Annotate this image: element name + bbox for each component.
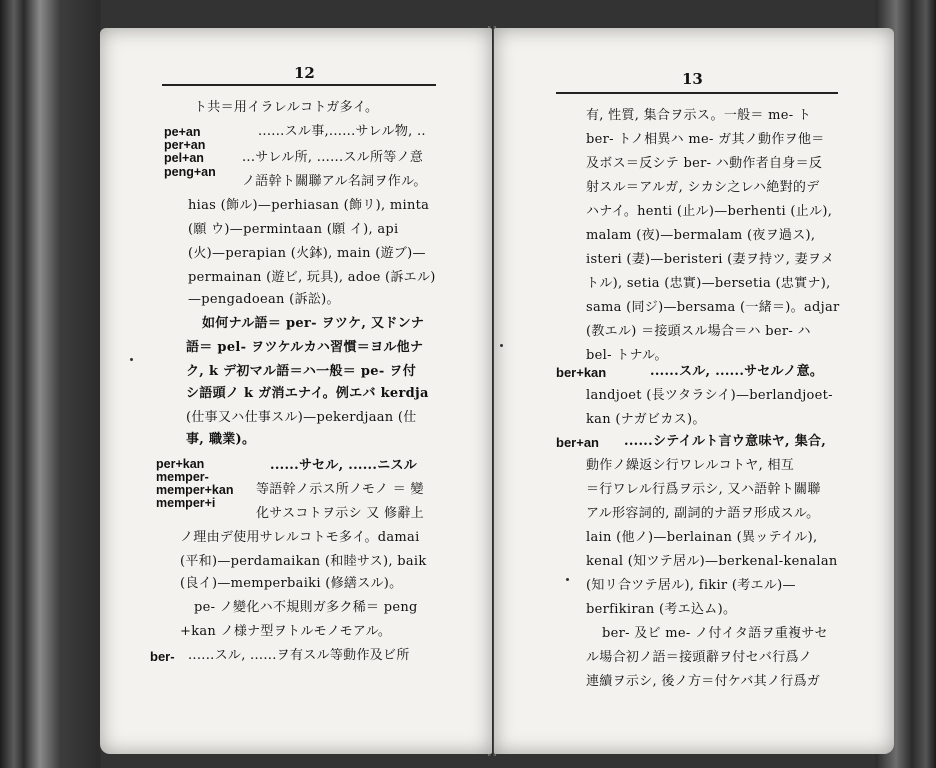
text-line: ノ語幹ト關聯アル名詞ヲ作ル。 bbox=[242, 174, 427, 189]
text-line: ハナイ。henti (止ル)—berhenti (止ル), bbox=[586, 204, 833, 219]
text-line: malam (夜)—bermalam (夜ヲ過ス), bbox=[586, 228, 816, 243]
page-number-left: 12 bbox=[294, 64, 315, 82]
headword: pe+an bbox=[164, 125, 201, 139]
headword: per+an bbox=[164, 138, 206, 152]
text-line: (仕事又ハ仕事スル)—pekerdjaan (仕 bbox=[186, 410, 417, 425]
text-line: シ語頭ノ k ガ消エナイ。例エバ kerdja bbox=[186, 386, 429, 401]
right-page bbox=[494, 28, 894, 754]
text-line: 化サスコトヲ示シ 又 修辭上 bbox=[256, 506, 424, 521]
text-line: ク, k デ初マル語＝ハ一般＝ pe- ヲ付 bbox=[186, 364, 416, 379]
headword: ber+an bbox=[556, 435, 599, 450]
text-line: (良イ)—memperbaiki (修繕スル)。 bbox=[180, 576, 403, 591]
text-line: kenal (知ツテ居ル)—berkenal-kenalan bbox=[586, 554, 838, 569]
text-line: ......スル, ......サセルノ意。 bbox=[650, 364, 824, 379]
text-line: isteri (妻)—beristeri (妻ヲ持ツ, 妻ヲメ bbox=[586, 252, 835, 267]
text-line: landjoet (長ツタラシイ)—berlandjoet- bbox=[586, 388, 833, 403]
text-line: (平和)—perdamaikan (和睦サス), baik bbox=[180, 554, 427, 569]
text-line: ber- トノ相異ハ me- ガ其ノ動作ヲ他＝ bbox=[586, 132, 825, 147]
text-line: (火)—perapian (火鉢), main (遊ブ)— bbox=[188, 246, 426, 261]
text-line: ...サレル所, ......スル所等ノ意 bbox=[242, 150, 424, 165]
text-line: ......サセル, ......ニスル bbox=[270, 458, 418, 473]
text-line: ber- 及ビ me- ノ付イタ語ヲ重複サセ bbox=[602, 626, 828, 641]
text-line: lain (他ノ)—berlainan (異ッテイル), bbox=[586, 530, 818, 545]
text-line: 有, 性質, 集合ヲ示ス。一般＝ me- ト bbox=[586, 108, 812, 123]
text-line: ......スル事,......サレル物, .. bbox=[258, 124, 426, 139]
text-line: 射スル＝アルガ, シカシ之レハ絶對的デ bbox=[586, 180, 820, 195]
text-line: 語＝ pel- ヲツケルカハ習慣＝ヨル他ナ bbox=[186, 340, 424, 355]
text-line: (願 ウ)—permintaan (願 イ), api bbox=[188, 222, 399, 237]
left-page bbox=[100, 28, 492, 754]
headword: pel+an bbox=[164, 151, 204, 165]
page-number-right: 13 bbox=[682, 70, 703, 88]
text-line: 動作ノ繰返シ行ワレルコトヤ, 相互 bbox=[586, 458, 795, 473]
text-line: トル), setia (忠實)—bersetia (忠實ナ), bbox=[586, 276, 831, 291]
text-line: ＝行ワレル行爲ヲ示シ, 又ハ語幹ト關聯 bbox=[586, 482, 821, 497]
text-line: アル形容詞的, 副詞的ナ語ヲ形成スル。 bbox=[586, 506, 820, 521]
text-line: (知リ合ツテ居ル), fikir (考エル)— bbox=[586, 578, 796, 593]
headword: memper+i bbox=[156, 496, 216, 510]
headword: ber- bbox=[150, 649, 175, 664]
header-rule-right bbox=[556, 92, 838, 94]
text-line: ......スル, ......ヲ有スル等動作及ビ所 bbox=[188, 648, 410, 663]
text-line: bel- トナル。 bbox=[586, 348, 668, 363]
text-line: 連續ヲ示シ, 後ノ方＝付ケバ其ノ行爲ガ bbox=[586, 674, 821, 689]
text-line: berfikiran (考エ込ム)。 bbox=[586, 602, 737, 617]
text-line: ノ理由デ使用サレルコトモ多イ。damai bbox=[180, 530, 420, 545]
text-line: 等語幹ノ示ス所ノモノ ＝ 變 bbox=[256, 482, 424, 497]
text-line: hias (飾ル)—perhiasan (飾リ), minta bbox=[188, 198, 430, 213]
text-line: sama (同ジ)—bersama (一緒＝)。adjar bbox=[586, 300, 840, 315]
speck-mark bbox=[500, 344, 503, 347]
text-line: ト共＝用イラレルコトガ多イ。 bbox=[194, 100, 379, 115]
headword: peng+an bbox=[164, 165, 216, 179]
text-line: ル場合初ノ語＝接頭辭ヲ付セバ行爲ノ bbox=[586, 650, 813, 665]
text-line: ......シテイルト言ウ意味ヤ, 集合, bbox=[624, 434, 827, 449]
speck-mark bbox=[566, 578, 569, 581]
text-line: (教エル) ＝接頭スル場合＝ハ ber- ハ bbox=[586, 324, 811, 339]
text-line: —pengadoean (訴訟)。 bbox=[188, 292, 340, 307]
text-line: 事, 職業)。 bbox=[186, 432, 256, 447]
header-rule-left bbox=[162, 84, 436, 86]
headword: per+kan bbox=[156, 457, 205, 471]
speck-mark bbox=[130, 358, 133, 361]
text-line: +kan ノ様ナ型ヲトルモノモアル。 bbox=[180, 624, 392, 639]
text-line: 及ボス＝反シテ ber- ハ動作者自身＝反 bbox=[586, 156, 823, 171]
text-line: permainan (遊ビ, 玩具), adoe (訴エル) bbox=[188, 270, 436, 285]
text-line: kan (ナガビカス)。 bbox=[586, 412, 706, 427]
text-line: 如何ナル語＝ per- ヲツケ, 又ドンナ bbox=[202, 316, 425, 331]
text-line: pe- ノ變化ハ不規則ガ多ク稀＝ peng bbox=[194, 600, 418, 615]
headword: memper+kan bbox=[156, 483, 234, 497]
headword: ber+kan bbox=[556, 365, 607, 380]
headword: memper- bbox=[156, 470, 209, 484]
